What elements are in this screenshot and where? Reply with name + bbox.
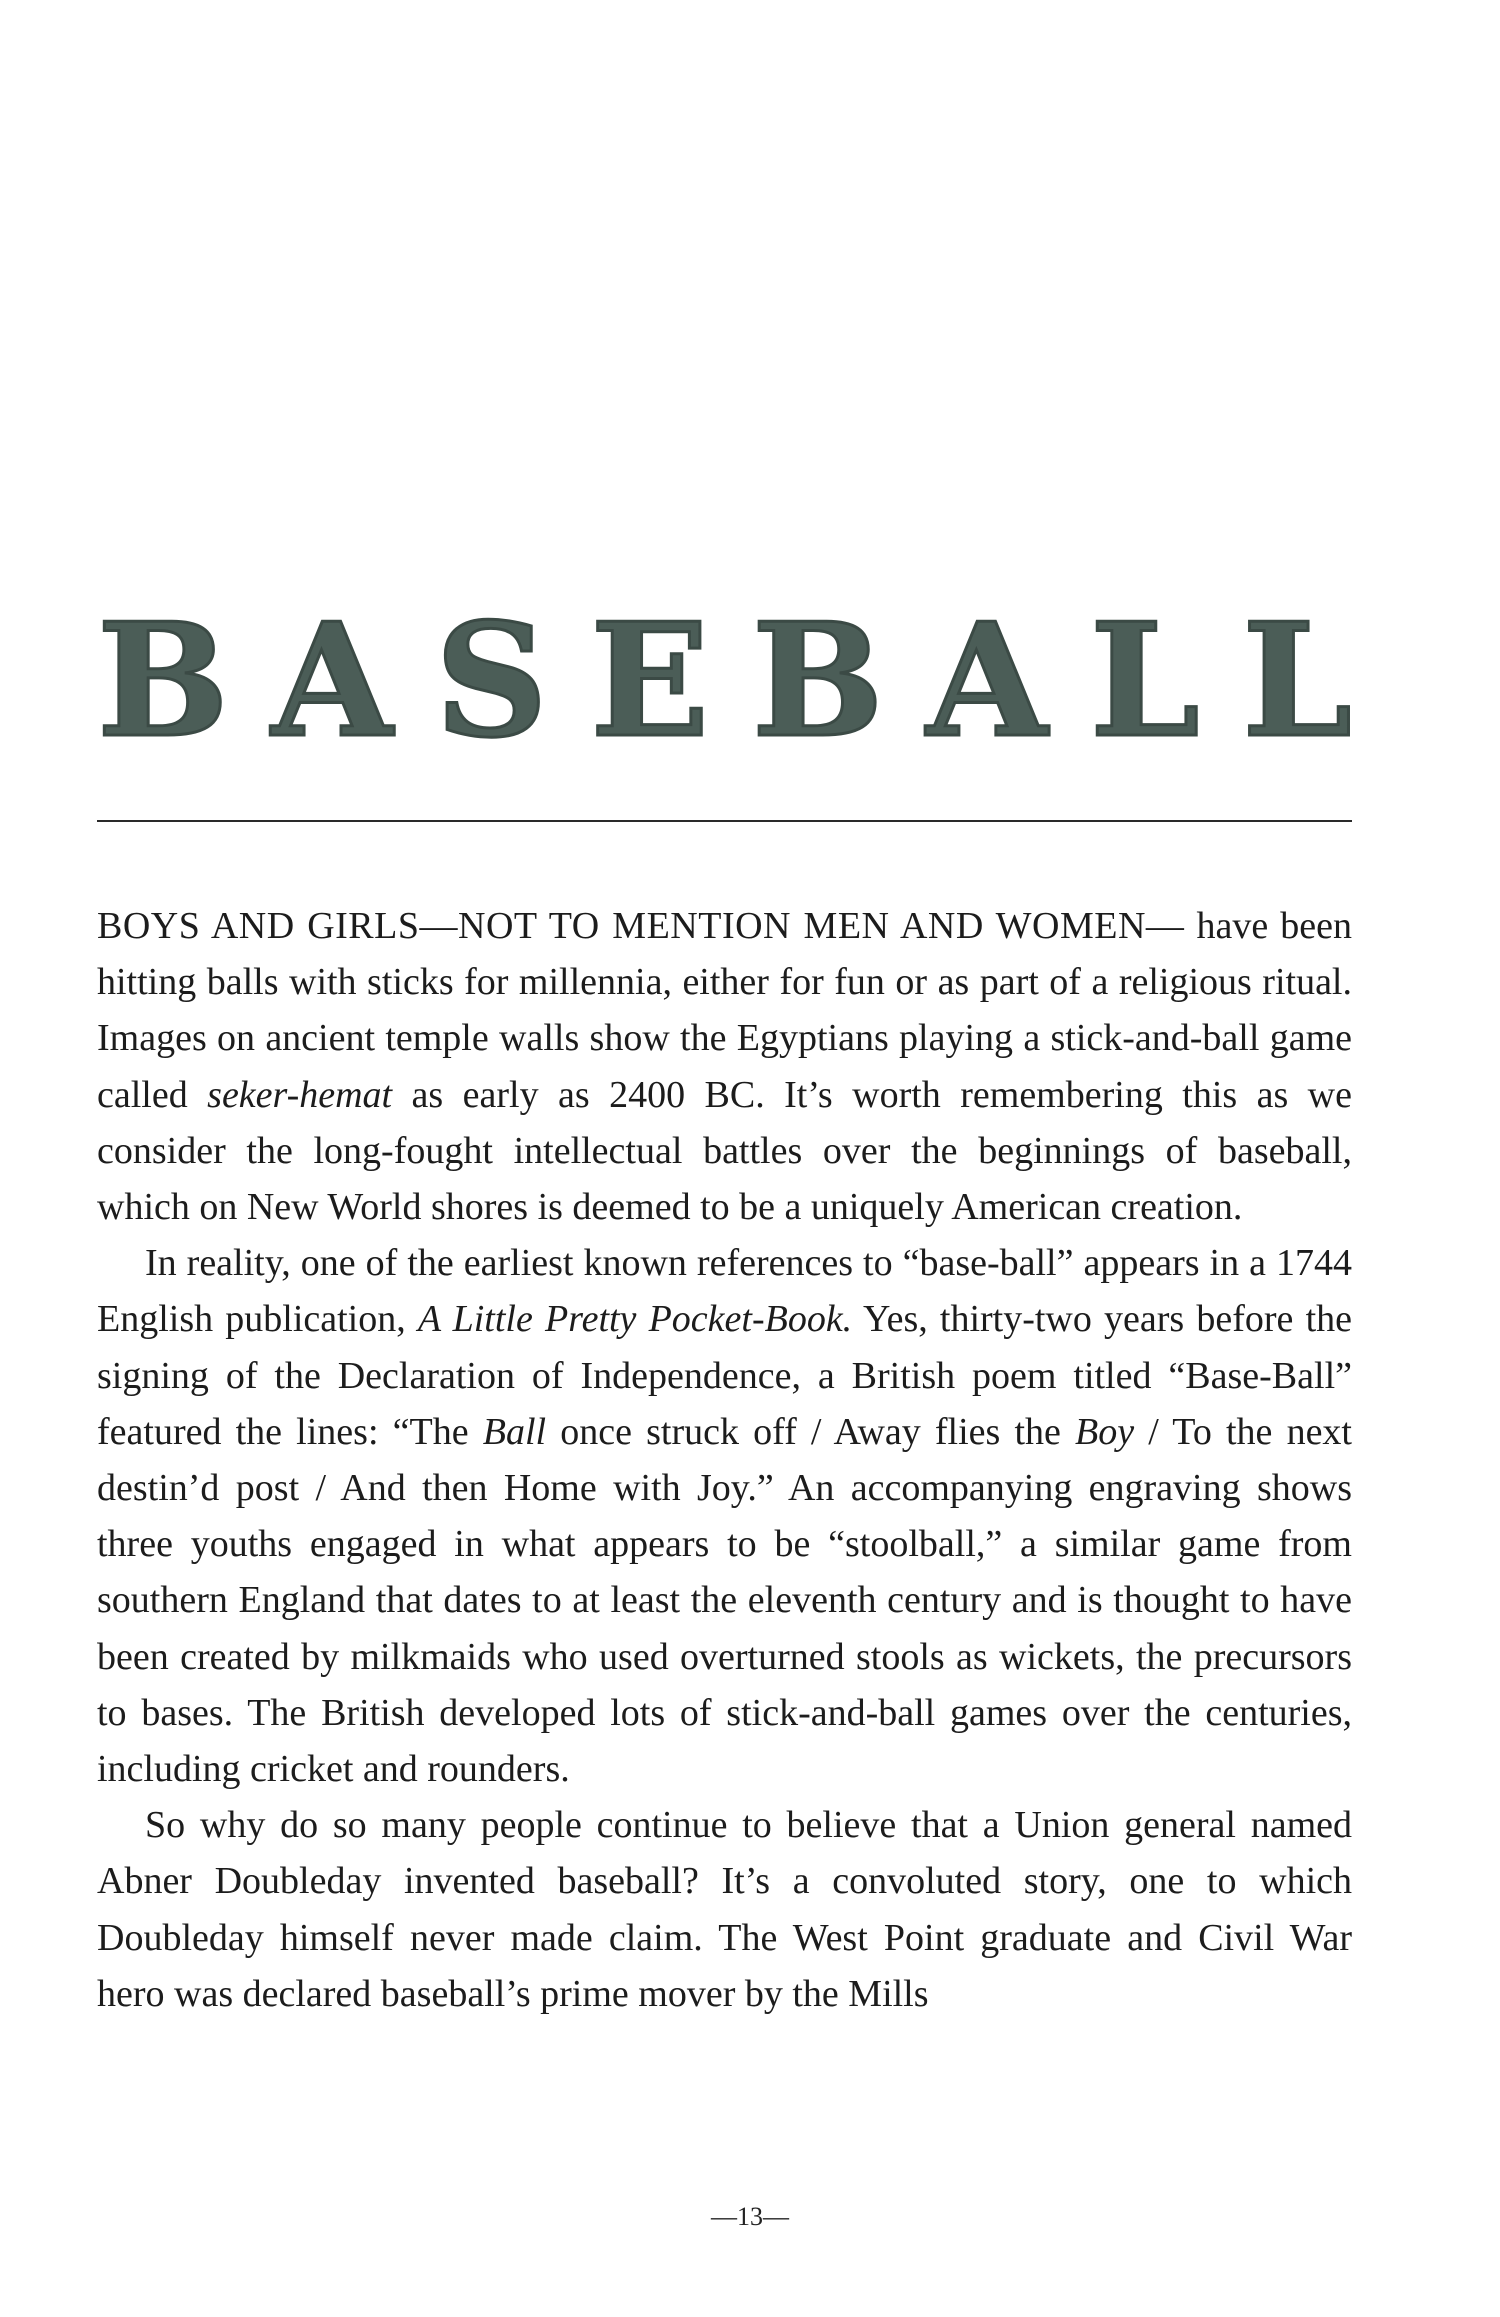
title-letter: S — [435, 589, 548, 772]
title-letter: E — [590, 589, 710, 772]
page-number: —13— — [711, 2202, 789, 2231]
title-rule — [97, 820, 1352, 822]
title-letter: A — [271, 589, 393, 772]
paragraph-1 — [97, 898, 1352, 1235]
body-text — [97, 898, 1352, 2022]
paragraph-text: have been hitting balls with sticks for millennia, either for fun or as part of a religious ritual. Images on ancient temple walls show the Egyptians playing a stick-and-ball game called — [97, 905, 1352, 1116]
paragraph-2 — [97, 1235, 1352, 1797]
title-letter: A — [926, 589, 1048, 772]
italic-word: Boy — [1075, 1410, 1135, 1453]
title-letter: L — [1089, 589, 1200, 772]
paragraph-text: / To the next destin’d post / And then Home with Joy.” An accompanying engraving shows three youths engaged in what appears to be “stoolball,” a similar game from southern England that dates to at least the eleventh century and is thought to have been created by milkmaids who used overturned stools as wickets, the precursors to bases. The British developed lots of stick-and-ball games over the centuries, including cricket and rounders. — [97, 1410, 1352, 1791]
title-letter: B — [751, 589, 884, 772]
title-letter: B — [97, 589, 229, 772]
italic-word: Ball — [482, 1410, 547, 1453]
title-letter: L — [1242, 589, 1352, 772]
paragraph-text: In reality, one of the earliest known references to “base-ball” appears in a 1744 English publication, — [97, 1242, 1352, 1341]
lead-in-caps: BOYS AND GIRLS—NOT TO MENTION MEN AND WOMEN— — [97, 905, 1185, 947]
paragraph-text: once struck off / Away flies the — [546, 1410, 1076, 1453]
paragraph-3 — [97, 1797, 1352, 2022]
italic-book-title: A Little Pretty Pocket-Book. — [417, 1298, 853, 1341]
paragraph-text: So why do so many people continue to believe that a Union general named Abner Doubleday invented baseball? It’s a convoluted story, one to which Doubleday himself never made claim. The West Point graduate and Civil War hero was declared baseball’s prime mover by the Mills — [97, 1804, 1352, 2015]
chapter-title — [97, 589, 1352, 772]
italic-term: seker-hemat — [207, 1073, 393, 1116]
paragraph-text: Yes, thirty-two years before the signing of the Declaration of Independence, a British poem titled “Base-Ball” featured the lines: “The — [97, 1298, 1352, 1453]
paragraph-text: as early as 2400 BC. It’s worth remembering this as we consider the long-fought intellectual battles over the beginnings of baseball, which on New World shores is deemed to be a uniquely American creation. — [97, 1073, 1352, 1229]
